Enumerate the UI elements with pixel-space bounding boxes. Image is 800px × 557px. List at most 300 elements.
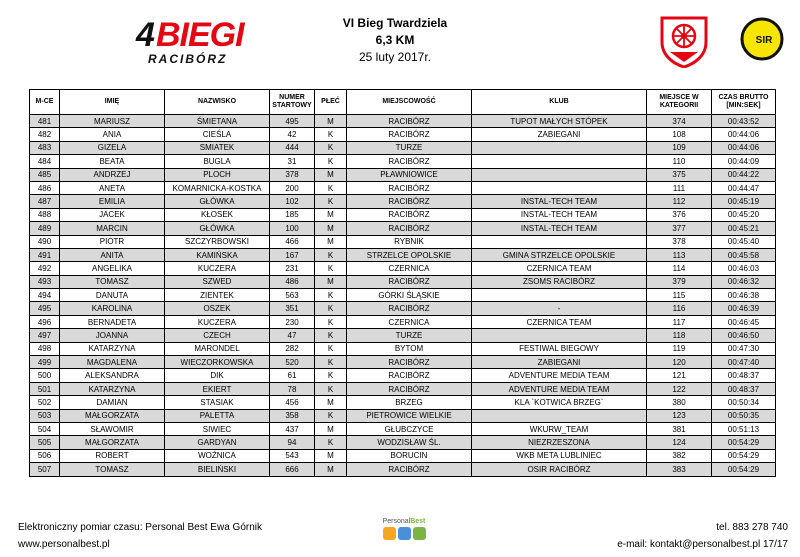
table-cell: 496 xyxy=(30,315,60,328)
table-cell: 00:44:22 xyxy=(712,168,776,181)
table-cell: M xyxy=(315,168,347,181)
timing-credit: Elektroniczny pomiar czasu: Personal Best Ewa Górnik xyxy=(18,522,262,533)
event-title-block xyxy=(300,15,490,66)
table-cell: 378 xyxy=(270,168,315,181)
table-row xyxy=(30,302,776,315)
table-cell: ZABIEGANI xyxy=(472,128,647,141)
table-cell: DIK xyxy=(165,369,270,382)
table-cell: 482 xyxy=(30,128,60,141)
table-cell: K xyxy=(315,382,347,395)
table-cell: M xyxy=(315,422,347,435)
table-row xyxy=(30,168,776,181)
table-cell: M xyxy=(315,396,347,409)
table-cell: ROBERT xyxy=(60,449,165,462)
table-cell: M xyxy=(315,222,347,235)
logo-word: BIEGI xyxy=(156,16,244,54)
table-cell: SŁAWOMIR xyxy=(60,422,165,435)
table-cell: 543 xyxy=(270,449,315,462)
table-cell: 483 xyxy=(30,141,60,154)
table-cell: 380 xyxy=(647,396,712,409)
table-cell: 491 xyxy=(30,248,60,261)
table-cell: M xyxy=(315,115,347,128)
table-cell: 108 xyxy=(647,128,712,141)
table-cell: 666 xyxy=(270,463,315,476)
table-cell: 00:43:52 xyxy=(712,115,776,128)
table-row xyxy=(30,235,776,248)
table-cell: 437 xyxy=(270,422,315,435)
run-icon xyxy=(413,527,426,540)
table-cell: RACIBÓRZ xyxy=(347,115,472,128)
table-cell: CZECH xyxy=(165,329,270,342)
table-row xyxy=(30,262,776,275)
column-header: PŁEĆ xyxy=(315,90,347,115)
table-cell: ALEKSANDRA xyxy=(60,369,165,382)
column-header: CZAS BRUTTO [MIN:SEK] xyxy=(712,90,776,115)
table-cell: M xyxy=(315,449,347,462)
table-cell: 358 xyxy=(270,409,315,422)
table-cell: 00:50:35 xyxy=(712,409,776,422)
table-row xyxy=(30,181,776,194)
table-cell: ANETA xyxy=(60,181,165,194)
table-cell: BEATA xyxy=(60,155,165,168)
table-cell: 456 xyxy=(270,396,315,409)
table-cell: 113 xyxy=(647,248,712,261)
table-cell: GÓRKI ŚLĄSKIE xyxy=(347,289,472,302)
table-cell: 00:45:20 xyxy=(712,208,776,221)
personal-best-logo xyxy=(374,518,434,548)
table-cell: 382 xyxy=(647,449,712,462)
table-cell: 374 xyxy=(647,115,712,128)
table-row xyxy=(30,409,776,422)
table-cell: 504 xyxy=(30,422,60,435)
table-cell xyxy=(472,168,647,181)
table-cell: 116 xyxy=(647,302,712,315)
table-cell: 123 xyxy=(647,409,712,422)
table-cell: 00:46:38 xyxy=(712,289,776,302)
table-cell: 42 xyxy=(270,128,315,141)
table-cell: K xyxy=(315,409,347,422)
logo-city: RACIBÓRZ xyxy=(148,52,228,66)
table-cell: KATARZYNA xyxy=(60,342,165,355)
table-cell: RACIBÓRZ xyxy=(347,356,472,369)
table-cell: DAMIAN xyxy=(60,396,165,409)
table-cell: TUPOT MAŁYCH STÓPEK xyxy=(472,115,647,128)
table-cell: K xyxy=(315,369,347,382)
table-cell: EKIERT xyxy=(165,382,270,395)
table-cell: 444 xyxy=(270,141,315,154)
table-cell: 520 xyxy=(270,356,315,369)
table-cell xyxy=(472,141,647,154)
contact-email-page: e-mail: kontakt@personalbest.pl 17/17 xyxy=(617,539,788,550)
table-cell: ŚMIETANA xyxy=(165,115,270,128)
table-cell: M xyxy=(315,463,347,476)
table-cell: INSTAL-TECH TEAM xyxy=(472,195,647,208)
table-cell: 102 xyxy=(270,195,315,208)
table-cell: 124 xyxy=(647,436,712,449)
table-cell: BUGLA xyxy=(165,155,270,168)
table-cell: KAMIŃSKA xyxy=(165,248,270,261)
table-cell: 00:45:19 xyxy=(712,195,776,208)
table-cell: 351 xyxy=(270,302,315,315)
table-cell: 00:47:40 xyxy=(712,356,776,369)
table-cell: 120 xyxy=(647,356,712,369)
table-cell: 00:46:45 xyxy=(712,315,776,328)
table-cell xyxy=(472,155,647,168)
table-cell: 505 xyxy=(30,436,60,449)
table-cell: 481 xyxy=(30,115,60,128)
table-cell: GIZELA xyxy=(60,141,165,154)
table-row xyxy=(30,342,776,355)
table-cell: 492 xyxy=(30,262,60,275)
table-cell: RACIBÓRZ xyxy=(347,302,472,315)
table-cell: ADVENTURE MEDIA TEAM xyxy=(472,382,647,395)
table-cell: 61 xyxy=(270,369,315,382)
table-cell: 00:46:03 xyxy=(712,262,776,275)
table-cell: PIOTR xyxy=(60,235,165,248)
table-cell: 231 xyxy=(270,262,315,275)
table-cell: ADVENTURE MEDIA TEAM xyxy=(472,369,647,382)
table-cell: RACIBÓRZ xyxy=(347,208,472,221)
table-cell: 507 xyxy=(30,463,60,476)
event-title: VI Bieg Twardziela xyxy=(342,16,448,30)
table-cell: 109 xyxy=(647,141,712,154)
table-cell: CZERNICA TEAM xyxy=(472,315,647,328)
table-cell: 488 xyxy=(30,208,60,221)
table-row xyxy=(30,289,776,302)
table-cell: RACIBÓRZ xyxy=(347,463,472,476)
table-cell: M xyxy=(315,275,347,288)
table-row xyxy=(30,463,776,476)
table-cell: 502 xyxy=(30,396,60,409)
table-cell: PLOCH xyxy=(165,168,270,181)
logo-number: 4 xyxy=(136,16,155,54)
table-cell: MAGDALENA xyxy=(60,356,165,369)
table-cell: 111 xyxy=(647,181,712,194)
table-cell: 00:48:37 xyxy=(712,382,776,395)
table-cell: 490 xyxy=(30,235,60,248)
event-distance: 6,3 KM xyxy=(375,33,415,47)
table-cell: 122 xyxy=(647,382,712,395)
table-cell: STASIAK xyxy=(165,396,270,409)
table-cell: 00:45:58 xyxy=(712,248,776,261)
table-cell: WOŹNICA xyxy=(165,449,270,462)
table-cell: ZABIEGANI xyxy=(472,356,647,369)
table-cell: RACIBÓRZ xyxy=(347,382,472,395)
table-cell: DANUTA xyxy=(60,289,165,302)
table-cell: K xyxy=(315,356,347,369)
pb-logo-text: PersonalBest xyxy=(382,518,426,525)
table-cell: MARCIN xyxy=(60,222,165,235)
table-cell: 503 xyxy=(30,409,60,422)
table-body xyxy=(30,115,776,477)
table-cell: 121 xyxy=(647,369,712,382)
table-cell: RACIBÓRZ xyxy=(347,155,472,168)
table-cell: 494 xyxy=(30,289,60,302)
raciborz-crest-icon xyxy=(658,14,710,68)
table-cell: 117 xyxy=(647,315,712,328)
table-cell: 501 xyxy=(30,382,60,395)
table-cell: 200 xyxy=(270,181,315,194)
table-row xyxy=(30,248,776,261)
table-cell: 498 xyxy=(30,342,60,355)
table-cell: RACIBÓRZ xyxy=(347,369,472,382)
table-cell: - xyxy=(472,302,647,315)
table-cell: GARDYAN xyxy=(165,436,270,449)
table-cell: 00:54:29 xyxy=(712,436,776,449)
table-cell: K xyxy=(315,248,347,261)
table-cell: 497 xyxy=(30,329,60,342)
table-cell xyxy=(472,235,647,248)
table-row xyxy=(30,195,776,208)
table-cell: 377 xyxy=(647,222,712,235)
table-cell: KAROLINA xyxy=(60,302,165,315)
table-cell: GMINA STRZELCE OPOLSKIE xyxy=(472,248,647,261)
table-cell: INSTAL-TECH TEAM xyxy=(472,208,647,221)
table-cell: 00:46:39 xyxy=(712,302,776,315)
table-row xyxy=(30,275,776,288)
table-cell: SZWED xyxy=(165,275,270,288)
table-cell: CZERNICA TEAM xyxy=(472,262,647,275)
table-cell xyxy=(472,289,647,302)
table-cell: FESTIWAL BIEGOWY xyxy=(472,342,647,355)
column-header: M-CE xyxy=(30,90,60,115)
4biegi-logo xyxy=(136,18,276,68)
table-cell: 00:45:40 xyxy=(712,235,776,248)
table-cell: 563 xyxy=(270,289,315,302)
table-cell: 00:44:09 xyxy=(712,155,776,168)
contact-phone: tel. 883 278 740 xyxy=(716,522,788,533)
table-cell: 383 xyxy=(647,463,712,476)
table-cell: STRZELCE OPOLSKIE xyxy=(347,248,472,261)
table-cell: RACIBÓRZ xyxy=(347,222,472,235)
table-row xyxy=(30,396,776,409)
bike-icon xyxy=(383,527,396,540)
table-cell: KUCZERA xyxy=(165,315,270,328)
table-cell: MAŁGORZATA xyxy=(60,409,165,422)
table-cell: RACIBÓRZ xyxy=(347,128,472,141)
table-cell: RACIBÓRZ xyxy=(347,195,472,208)
table-row xyxy=(30,222,776,235)
table-cell: K xyxy=(315,262,347,275)
table-cell: JOANNA xyxy=(60,329,165,342)
table-cell: 00:44:47 xyxy=(712,181,776,194)
table-row xyxy=(30,422,776,435)
table-cell: 489 xyxy=(30,222,60,235)
table-cell: CZERNICA xyxy=(347,315,472,328)
table-cell: WKB META LUBLINIEC xyxy=(472,449,647,462)
table-cell: GŁUBCZYCE xyxy=(347,422,472,435)
table-cell: CIEŚLA xyxy=(165,128,270,141)
table-cell: OSIR RACIBÓRZ xyxy=(472,463,647,476)
table-cell xyxy=(472,181,647,194)
sir-logo-text: SIR xyxy=(755,35,773,46)
table-cell: GŁÓWKA xyxy=(165,222,270,235)
table-cell: 230 xyxy=(270,315,315,328)
table-cell: INSTAL-TECH TEAM xyxy=(472,222,647,235)
column-header: IMIĘ xyxy=(60,90,165,115)
table-cell: K xyxy=(315,436,347,449)
table-cell: 00:47:30 xyxy=(712,342,776,355)
table-cell: 31 xyxy=(270,155,315,168)
table-cell: 486 xyxy=(270,275,315,288)
table-cell: 378 xyxy=(647,235,712,248)
footer-right xyxy=(617,519,788,553)
table-cell xyxy=(472,409,647,422)
table-cell: 115 xyxy=(647,289,712,302)
table-row xyxy=(30,329,776,342)
table-cell: 499 xyxy=(30,356,60,369)
table-cell: 484 xyxy=(30,155,60,168)
table-cell: KATARZYNA xyxy=(60,382,165,395)
table-cell: TOMASZ xyxy=(60,463,165,476)
table-cell: 00:54:29 xyxy=(712,449,776,462)
table-cell: 506 xyxy=(30,449,60,462)
table-cell: 00:51:13 xyxy=(712,422,776,435)
table-cell: 167 xyxy=(270,248,315,261)
table-cell: 379 xyxy=(647,275,712,288)
table-cell: KLA `KOTWICA BRZEG` xyxy=(472,396,647,409)
table-cell: 00:44:06 xyxy=(712,141,776,154)
table-cell: K xyxy=(315,141,347,154)
table-cell: WKURW_TEAM xyxy=(472,422,647,435)
table-cell: 381 xyxy=(647,422,712,435)
table-cell xyxy=(472,329,647,342)
table-row xyxy=(30,315,776,328)
table-cell: ANGELIKA xyxy=(60,262,165,275)
table-cell: K xyxy=(315,289,347,302)
table-row xyxy=(30,356,776,369)
table-cell: 00:45:21 xyxy=(712,222,776,235)
table-cell: ANIA xyxy=(60,128,165,141)
table-cell: ANITA xyxy=(60,248,165,261)
table-cell: KŁOSEK xyxy=(165,208,270,221)
table-cell: NIEZRZESZONA xyxy=(472,436,647,449)
results-table xyxy=(29,89,776,477)
column-header: NUMER STARTOWY xyxy=(270,90,315,115)
table-cell: 00:50:34 xyxy=(712,396,776,409)
table-cell: K xyxy=(315,195,347,208)
table-cell: PŁAWNIOWICE xyxy=(347,168,472,181)
table-cell: 466 xyxy=(270,235,315,248)
table-row xyxy=(30,369,776,382)
table-row xyxy=(30,208,776,221)
table-cell: 00:46:50 xyxy=(712,329,776,342)
table-cell: 495 xyxy=(30,302,60,315)
table-cell: ZIENTEK xyxy=(165,289,270,302)
table-cell: BORUCIN xyxy=(347,449,472,462)
table-cell: KUCZERA xyxy=(165,262,270,275)
table-cell: BRZEG xyxy=(347,396,472,409)
table-cell: 100 xyxy=(270,222,315,235)
table-cell: M xyxy=(315,208,347,221)
table-cell: ZSOMS RACIBÓRZ xyxy=(472,275,647,288)
table-cell: OSZEK xyxy=(165,302,270,315)
table-cell: KOMARNICKA-KOSTKA xyxy=(165,181,270,194)
table-cell: 185 xyxy=(270,208,315,221)
table-cell: 00:46:32 xyxy=(712,275,776,288)
table-cell: EMILIA xyxy=(60,195,165,208)
table-cell: ANDRZEJ xyxy=(60,168,165,181)
pb-sport-icons xyxy=(374,527,434,540)
column-header: NAZWISKO xyxy=(165,90,270,115)
column-header: KLUB xyxy=(472,90,647,115)
table-cell: 493 xyxy=(30,275,60,288)
table-cell: K xyxy=(315,342,347,355)
table-row xyxy=(30,141,776,154)
table-cell: 500 xyxy=(30,369,60,382)
table-row xyxy=(30,128,776,141)
table-cell: 94 xyxy=(270,436,315,449)
table-cell: WODZISŁAW ŚL. xyxy=(347,436,472,449)
footer-left xyxy=(18,519,262,553)
table-cell: 487 xyxy=(30,195,60,208)
table-cell: BIELIŃSKI xyxy=(165,463,270,476)
table-cell: CZERNICA xyxy=(347,262,472,275)
website-link[interactable]: www.personalbest.pl xyxy=(18,539,110,550)
table-cell: 00:54:29 xyxy=(712,463,776,476)
table-row xyxy=(30,436,776,449)
swim-icon xyxy=(398,527,411,540)
table-cell: RACIBÓRZ xyxy=(347,181,472,194)
table-cell: K xyxy=(315,302,347,315)
table-cell: WIECZORKOWSKA xyxy=(165,356,270,369)
table-cell: 282 xyxy=(270,342,315,355)
table-cell: K xyxy=(315,128,347,141)
table-row xyxy=(30,382,776,395)
table-cell: JACEK xyxy=(60,208,165,221)
table-cell: 00:48:37 xyxy=(712,369,776,382)
table-cell: BERNADETA xyxy=(60,315,165,328)
table-cell: M xyxy=(315,235,347,248)
table-cell: GŁÓWKA xyxy=(165,195,270,208)
table-cell: BYTOM xyxy=(347,342,472,355)
table-cell: 112 xyxy=(647,195,712,208)
table-cell: TURZE xyxy=(347,329,472,342)
table-cell: K xyxy=(315,155,347,168)
column-header: MIEJSCOWOŚĆ xyxy=(347,90,472,115)
table-cell: MARIUSZ xyxy=(60,115,165,128)
table-row xyxy=(30,115,776,128)
table-cell: 485 xyxy=(30,168,60,181)
table-cell: SIWIEC xyxy=(165,422,270,435)
table-cell: 118 xyxy=(647,329,712,342)
sir-logo-icon xyxy=(740,17,784,61)
table-cell: 495 xyxy=(270,115,315,128)
table-cell: TOMASZ xyxy=(60,275,165,288)
table-cell: 375 xyxy=(647,168,712,181)
table-row xyxy=(30,449,776,462)
table-cell: 376 xyxy=(647,208,712,221)
table-cell: K xyxy=(315,329,347,342)
table-header-row xyxy=(30,90,776,115)
table-cell: SZCZYRBOWSKI xyxy=(165,235,270,248)
table-cell: K xyxy=(315,315,347,328)
table-cell: 114 xyxy=(647,262,712,275)
table-cell: 486 xyxy=(30,181,60,194)
table-cell: SMIATEK xyxy=(165,141,270,154)
table-cell: 47 xyxy=(270,329,315,342)
table-cell: PALETTA xyxy=(165,409,270,422)
table-cell: K xyxy=(315,181,347,194)
event-date: 25 luty 2017r. xyxy=(358,50,432,64)
table-cell: MARONDEL xyxy=(165,342,270,355)
table-cell: TURZE xyxy=(347,141,472,154)
table-row xyxy=(30,155,776,168)
column-header: MIEJSCE W KATEGORII xyxy=(647,90,712,115)
table-cell: MAŁGORZATA xyxy=(60,436,165,449)
table-cell: 78 xyxy=(270,382,315,395)
table-cell: RACIBÓRZ xyxy=(347,275,472,288)
